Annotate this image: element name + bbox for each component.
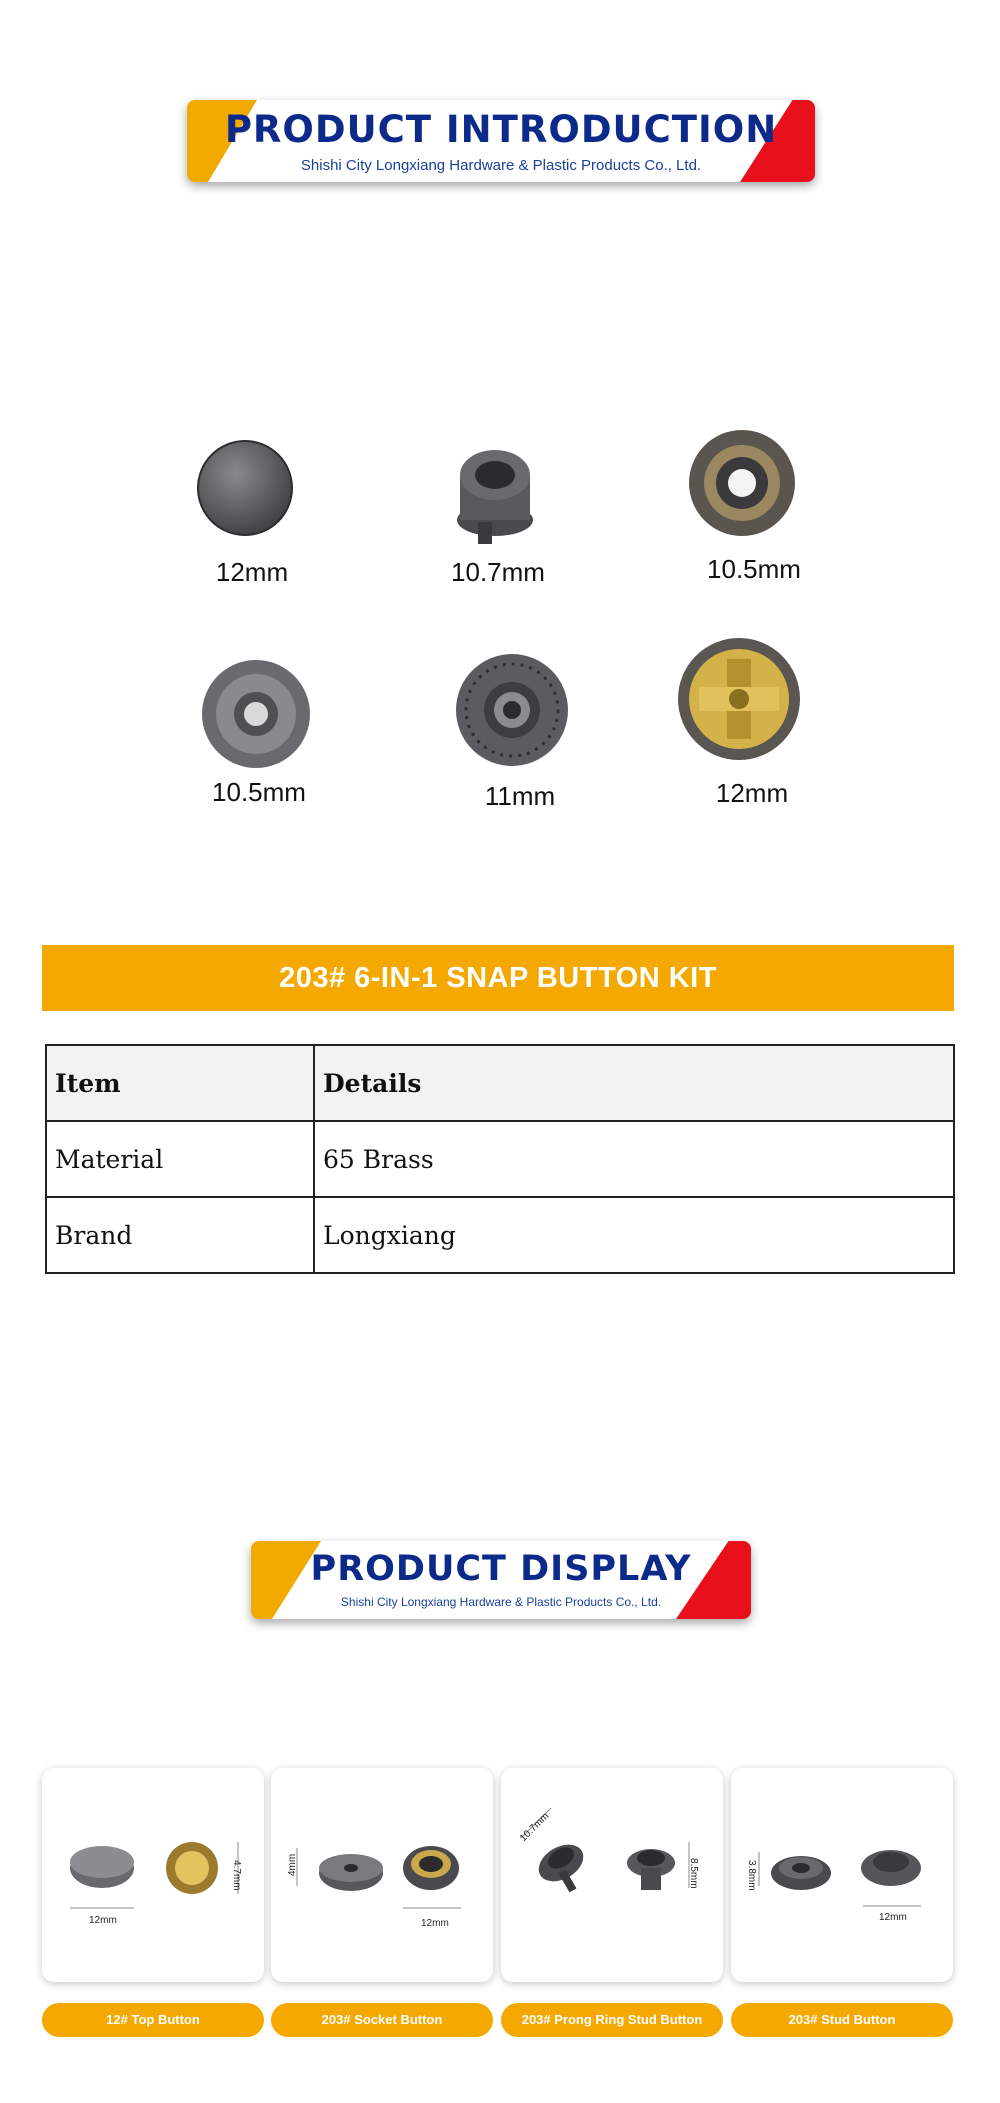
table-cell: 65 Brass [314,1121,954,1197]
part-size-label: 11mm [484,781,556,811]
dim-label: 10.7mm [517,1810,552,1845]
table-cell: Brand [46,1197,314,1273]
part-size-label: 12mm [715,778,789,808]
table-cell: Longxiang [314,1197,954,1273]
dim-label: 12mm [879,1912,907,1923]
intro-subtitle: Shishi City Longxiang Hardware & Plastic Products Co., Ltd. [300,157,702,174]
dim-label: 8.5mm [688,1858,699,1889]
dim-label: 12mm [89,1915,117,1926]
intro-banner [187,100,815,182]
table-row [46,1121,954,1197]
display-banner [251,1541,751,1619]
kit-heading-bar [42,945,954,1011]
dim-label: 4mm [287,1853,298,1876]
product-label-socket-button: 203# Socket Button [271,2003,493,2037]
part-size-label: 10.5mm [707,554,801,584]
ring-stud-image [455,653,570,768]
table-header-item: Item [46,1045,314,1121]
part-size-label: 10.5mm [212,777,306,807]
display-subtitle: Shishi City Longxiang Hardware & Plastic Products Co., Ltd. [340,1595,662,1609]
cap-image [195,438,295,538]
product-card-prong-ring-stud [501,1768,723,1982]
socket-image [687,428,797,538]
dim-label: 3.8mm [746,1860,757,1891]
product-card-top-button [42,1768,264,1982]
prong-cap-image [677,637,802,762]
part-size-label: 10.7mm [451,557,545,587]
dim-label: 12mm [421,1918,449,1929]
stud-image [200,658,312,770]
table-header-row [46,1045,954,1121]
spec-table [45,1044,955,1274]
product-label-stud-button: 203# Stud Button [731,2003,953,2037]
product-label-top-button: 12# Top Button [42,2003,264,2037]
product-card-socket-button [271,1768,493,1982]
table-header-details: Details [314,1045,954,1121]
dim-label: 4.7mm [231,1860,242,1891]
display-title: PRODUCT DISPLAY [310,1549,692,1589]
kit-heading: 203# 6-IN-1 SNAP BUTTON KIT [279,962,717,994]
intro-title: PRODUCT INTRODUCTION [224,108,778,151]
part-size-label: 12mm [215,557,289,587]
table-cell: Material [46,1121,314,1197]
table-row [46,1197,954,1273]
product-label-prong-ring-stud: 203# Prong Ring Stud Button [501,2003,723,2037]
prong-stud-image [440,440,550,550]
product-card-stud-button [731,1768,953,1982]
